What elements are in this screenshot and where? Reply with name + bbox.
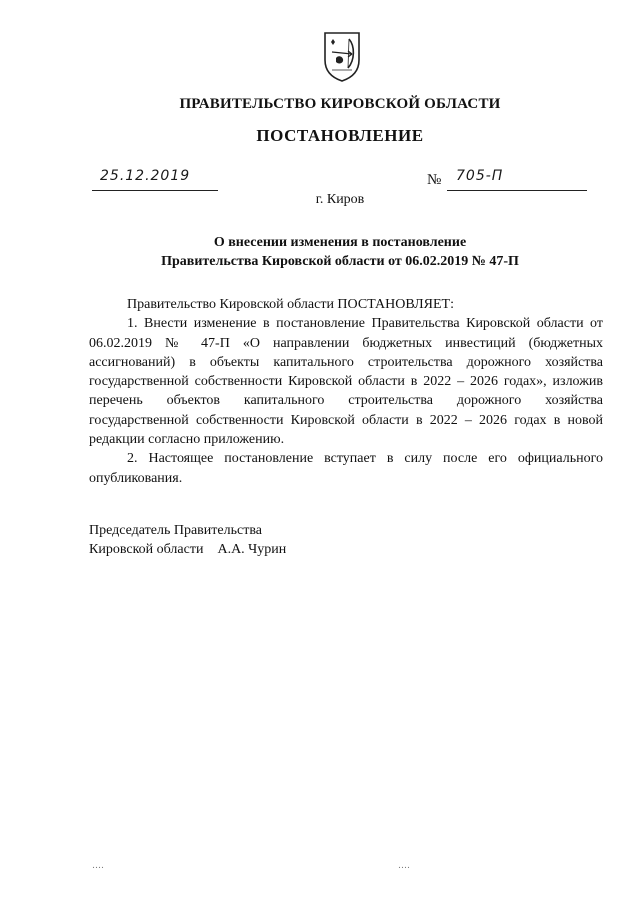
number-sign: № xyxy=(427,172,442,188)
subject-line-2: Правительства Кировской области от 06.02.2019 № 47-П xyxy=(161,254,519,269)
signature-block xyxy=(89,521,286,559)
preamble: Правительство Кировской области ПОСТАНОВЛЯЕТ: xyxy=(127,297,454,312)
subject-line-1: О внесении изменения в постановление xyxy=(213,235,467,250)
paragraph-2: 2. Настоящее постановление вступает в силу после его официального опубликования. xyxy=(89,451,603,486)
signature-position: Председатель Правительства xyxy=(89,523,262,538)
signature-region-name: Кировской области А.А. Чурин xyxy=(89,542,287,557)
scan-mark-left: ‥‥ xyxy=(92,860,105,870)
city: г. Киров xyxy=(315,192,365,207)
government-title: ПРАВИТЕЛЬСТВО КИРОВСКОЙ ОБЛАСТИ xyxy=(179,96,501,112)
kirov-coat-of-arms-icon xyxy=(322,30,362,82)
document-type: ПОСТАНОВЛЕНИЕ xyxy=(256,126,424,145)
paragraph-1: 1. Внести изменение в постановление Правительства Кировской области от 06.02.2019 № 47-П «О направлении бюджетных инвестиций (бюджетных ассигнований) в объекты капитального строительства дорожного хозяйства государственной собственности Кировской области в 2022 – 2026 годах», изложив перечень объектов капитального строительства дорожного хозяйства государственной собственности Кировской области в 2022 – 2026 годах в новой редакции согласно приложению. xyxy=(89,316,603,448)
scan-mark-right: ‥‥ xyxy=(398,860,411,870)
document-date: 25.12.2019 xyxy=(100,168,191,184)
document-subject xyxy=(0,233,640,271)
document-body xyxy=(89,295,603,488)
document-number: 705-П xyxy=(456,168,504,184)
